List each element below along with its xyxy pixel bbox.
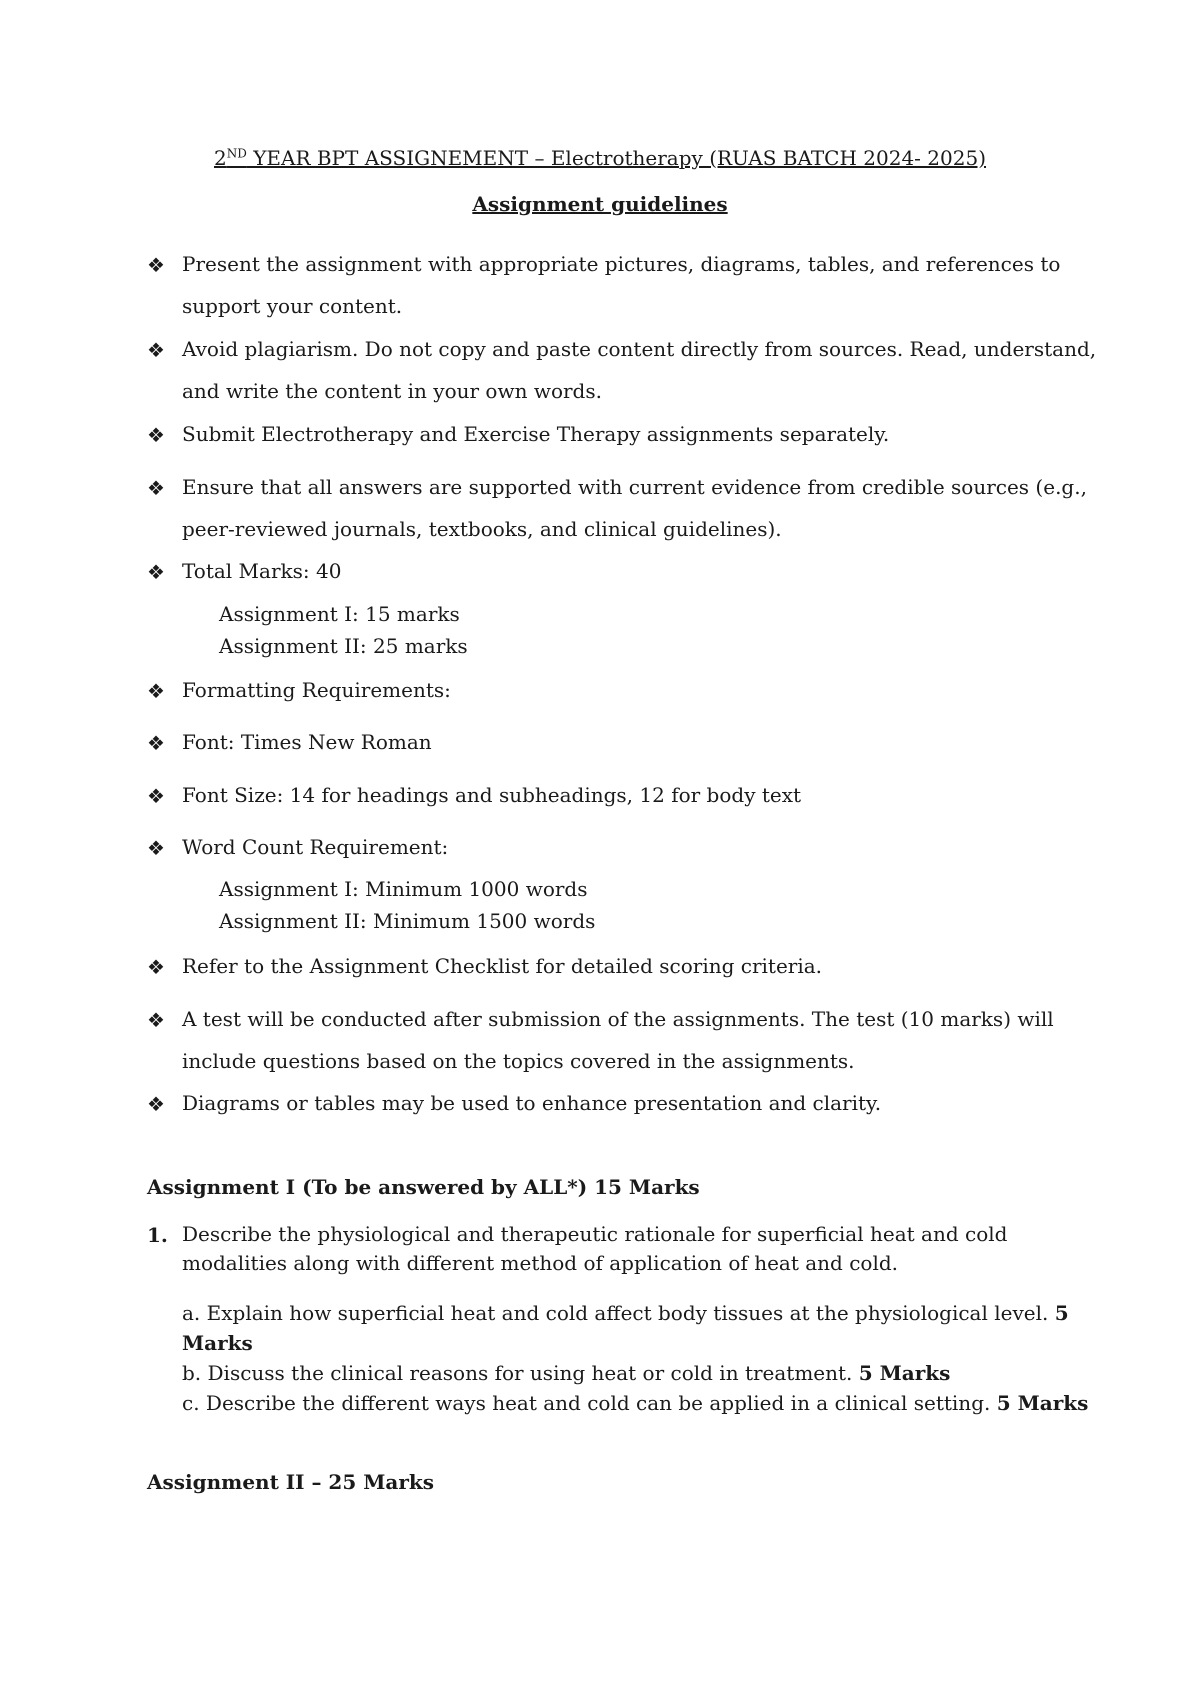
guideline-item: Submit Electrotherapy and Exercise Therapy assignments separately. [182,422,890,446]
marks-label: 5 [1054,1301,1069,1325]
title-superscript: ND [226,146,247,161]
title-number: 2 [213,146,227,170]
question-line: Describe the physiological and therapeutic rationale for superficial heat and cold [182,1222,1008,1246]
guidelines-heading: Assignment guidelines [472,192,728,216]
guideline-line: Ensure that all answers are supported with current evidence from credible sources (e.g., [182,475,1087,499]
guideline-item: Refer to the Assignment Checklist for detailed scoring criteria. [182,954,823,978]
bullet-icon: ❖ [147,784,165,808]
bullet-icon: ❖ [147,560,165,584]
marks-label: 5 Marks [996,1391,1089,1415]
marks-label: Marks [182,1331,253,1355]
guideline-line: peer-reviewed journals, textbooks, and clinical guidelines). [182,517,782,541]
bullet-icon: ❖ [147,731,165,755]
sub-question-text: b. Discuss the clinical reasons for using heat or cold in treatment. [182,1361,853,1385]
bullet-icon: ❖ [147,253,165,277]
guideline-line: Avoid plagiarism. Do not copy and paste content directly from sources. Read, understand, [182,337,1097,361]
sub-question-text: c. Describe the different ways heat and cold can be applied in a clinical setting. [182,1391,991,1415]
sub-question-b [182,1358,950,1388]
question-number: 1. [147,1223,168,1247]
sub-line: Assignment I: 15 marks [219,602,460,626]
guideline-item [182,243,1060,327]
guideline-line: Present the assignment with appropriate pictures, diagrams, tables, and references to [182,252,1061,276]
question-line: modalities along with different method of application of heat and cold. [182,1251,899,1275]
bullet-icon: ❖ [147,955,165,979]
guideline-item [182,998,1054,1082]
sub-question-text: a. Explain how superficial heat and cold affect body tissues at the physiological level. [182,1301,1049,1325]
guideline-item [182,328,1096,412]
bullet-icon: ❖ [147,476,165,500]
guideline-item: Total Marks: 40 [182,559,342,583]
bullet-icon: ❖ [147,423,165,447]
guideline-line: A test will be conducted after submission of the assignments. The test (10 marks) will [182,1007,1054,1031]
sub-question-c [182,1388,1088,1418]
bullet-icon: ❖ [147,836,165,860]
guideline-line: and write the content in your own words. [182,379,602,403]
sub-question-a [182,1298,1069,1358]
marks-breakdown [219,598,468,662]
document-title [0,146,1200,170]
guideline-line: include questions based on the topics covered in the assignments. [182,1049,855,1073]
guideline-item: Formatting Requirements: [182,678,451,702]
title-text: YEAR BPT ASSIGNEMENT – Electrotherapy (RUAS BATCH 2024- 2025) [246,146,986,170]
bullet-icon: ❖ [147,338,165,362]
assignment-1-heading: Assignment I (To be answered by ALL*) 15 Marks [147,1175,700,1199]
guideline-item: Font Size: 14 for headings and subheadings, 12 for body text [182,783,802,807]
guideline-item: Diagrams or tables may be used to enhance presentation and clarity. [182,1091,882,1115]
marks-label: 5 Marks [858,1361,951,1385]
bullet-icon: ❖ [147,1092,165,1116]
sub-line: Assignment I: Minimum 1000 words [219,877,588,901]
question-text [182,1220,1007,1278]
word-count-breakdown [219,873,595,937]
guideline-item [182,466,1087,550]
sub-line: Assignment II: Minimum 1500 words [219,909,596,933]
sub-line: Assignment II: 25 marks [219,634,468,658]
bullet-icon: ❖ [147,1008,165,1032]
guideline-line: support your content. [182,294,403,318]
guideline-item: Word Count Requirement: [182,835,449,859]
bullet-icon: ❖ [147,679,165,703]
assignment-2-heading: Assignment II – 25 Marks [147,1470,434,1494]
guideline-item: Font: Times New Roman [182,730,432,754]
